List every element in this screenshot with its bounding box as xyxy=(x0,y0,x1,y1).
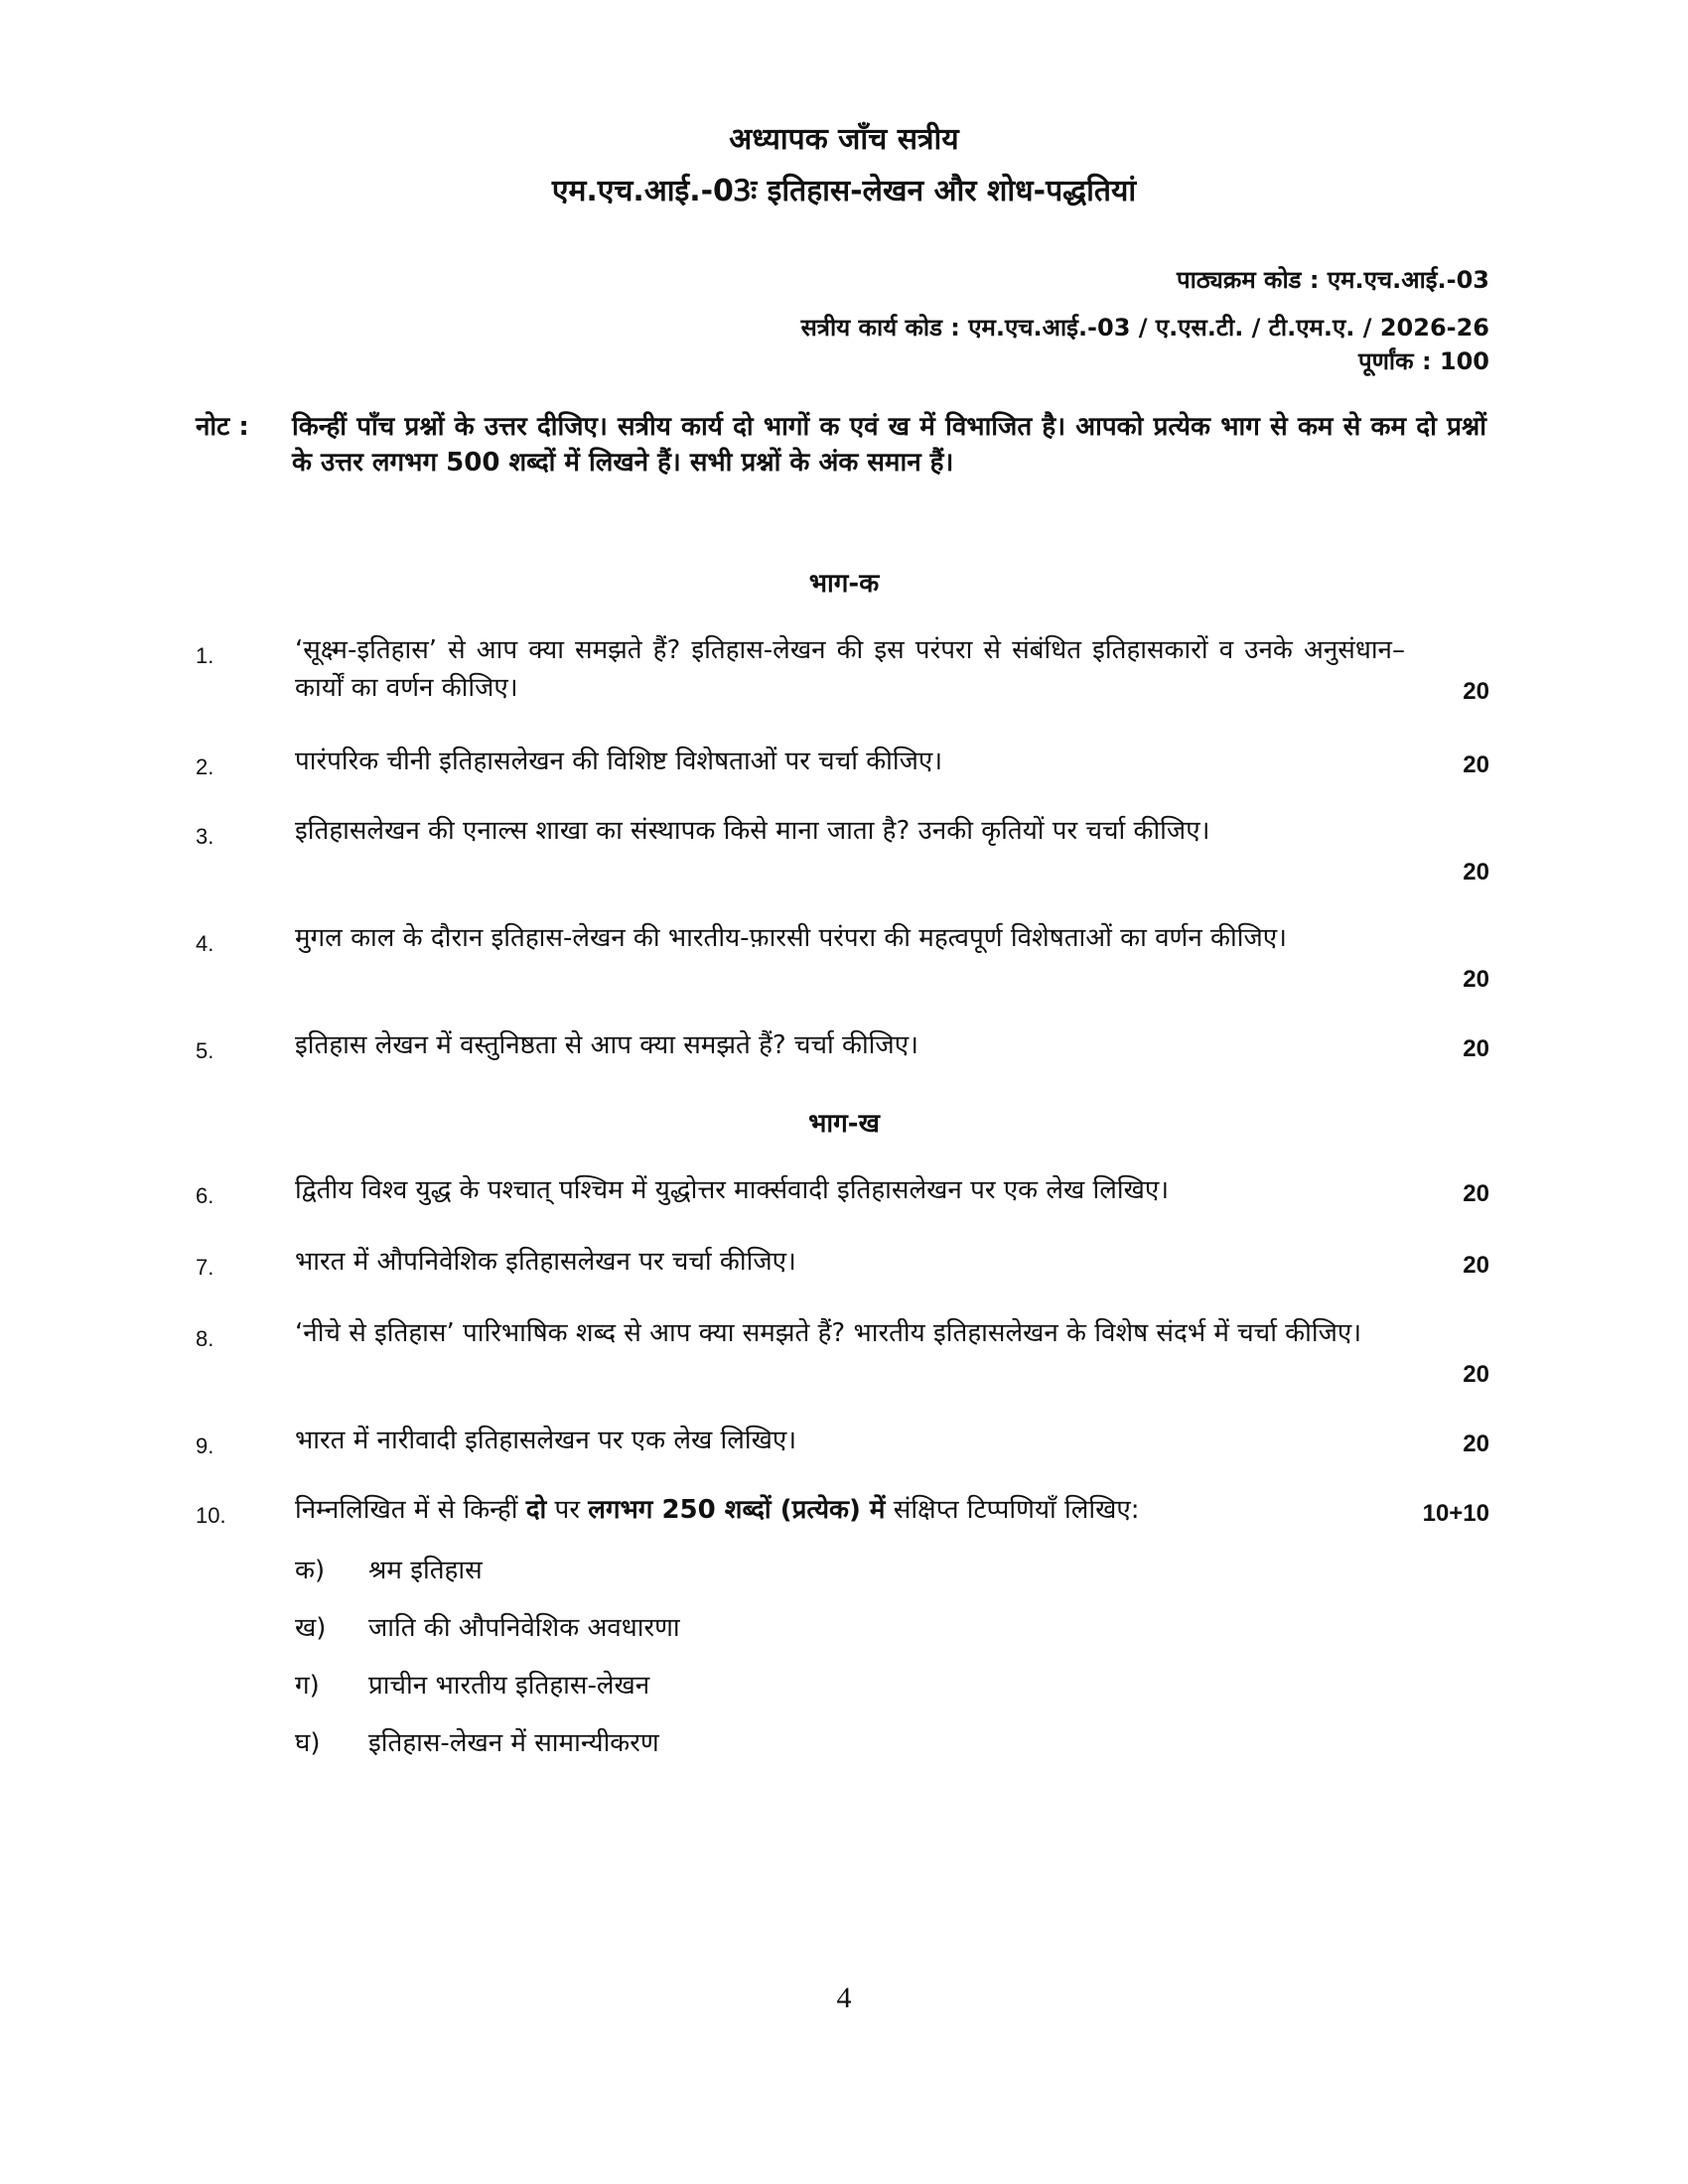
question-number: 10. xyxy=(196,1503,226,1528)
sub-item-label: ख) xyxy=(295,1613,327,1643)
question-marks: 20 xyxy=(1463,966,1489,993)
sub-item-text: प्राचीन भारतीय इतिहास-लेखन xyxy=(368,1671,650,1701)
question-text: मुगल काल के दौरान इतिहास-लेखन की भारतीय-फ़ारसी परंपरा की महत्वपूर्ण विशेषताओं का वर्णन कीजिए। xyxy=(295,923,1287,953)
question-marks: 20 xyxy=(1463,1252,1489,1279)
question-text: भारत में औपनिवेशिक इतिहासलेखन पर चर्चा कीजिए। xyxy=(295,1247,796,1277)
question-number: 3. xyxy=(196,824,214,849)
max-marks: पूर्णांक : 100 xyxy=(1357,347,1489,375)
question-number: 1. xyxy=(196,643,214,668)
question-number: 9. xyxy=(196,1433,214,1458)
sub-item-label: क) xyxy=(295,1556,326,1585)
course-title: एम.एच.आई.-03ः इतिहास-लेखन और शोध-पद्धतियां xyxy=(551,174,1137,208)
question-text: ‘नीचे से इतिहास’ पारिभाषिक शब्द से आप क्या समझते हैं? भारतीय इतिहासलेखन के विशेष संदर्भ में चर्चा कीजिए। xyxy=(295,1318,1362,1348)
course-code: पाठ्यक्रम कोड : एम.एच.आई.-03 xyxy=(1176,266,1489,294)
question-text: भारत में नारीवादी इतिहासलेखन पर एक लेख लिखिए। xyxy=(295,1426,797,1455)
question-text: इतिहासलेखन की एनाल्स शाखा का संस्थापक किसे माना जाता है? उनकी कृतियों पर चर्चा कीजिए। xyxy=(295,816,1210,846)
question-marks: 20 xyxy=(1463,751,1489,778)
sub-item-label: ग) xyxy=(295,1671,320,1701)
question-text: ‘सूक्ष्म-इतिहास’ से आप क्या समझते हैं? इतिहास-लेखन की इस परंपरा से संबंधित इतिहासकारों व उनके अनुसंधान–कार्यों का वर्णन कीजिए। xyxy=(295,635,1405,703)
assignment-code: सत्रीय कार्य कोड : एम.एच.आई.-03 / ए.एस.टी. / टी.एम.ए. / 2026-26 xyxy=(800,314,1489,341)
question-text: पारंपरिक चीनी इतिहासलेखन की विशिष्ट विशेषताओं पर चर्चा कीजिए। xyxy=(295,747,943,776)
section-heading-b: भाग-ख xyxy=(808,1109,880,1139)
question-text xyxy=(295,1491,1387,1529)
question-text: इतिहास लेखन में वस्तुनिष्ठता से आप क्या समझते हैं? चर्चा कीजिए। xyxy=(295,1030,918,1060)
question-marks: 20 xyxy=(1463,678,1489,705)
question-text: द्वितीय विश्व युद्ध के पश्चात् पश्चिम में युद्धोत्तर मार्क्सवादी इतिहासलेखन पर एक लेख लिखिए। xyxy=(295,1175,1170,1205)
question-marks: 20 xyxy=(1463,1035,1489,1062)
question-text-emphasis: लगभग 250 शब्दों (प्रत्येक) में xyxy=(588,1495,886,1525)
question-text-part: निम्नलिखित में से किन्हीं xyxy=(295,1495,526,1525)
page-title: अध्यापक जाँच सत्रीय xyxy=(729,122,959,157)
question-number: 8. xyxy=(196,1326,214,1351)
question-number: 4. xyxy=(196,931,214,956)
question-marks: 10+10 xyxy=(1422,1500,1489,1527)
question-marks: 20 xyxy=(1463,1361,1489,1388)
question-number: 7. xyxy=(196,1255,214,1280)
question-number: 2. xyxy=(196,754,214,779)
question-text-part: संक्षिप्त टिप्पणियाँ लिखिए: xyxy=(885,1495,1140,1525)
sub-item-label: घ) xyxy=(295,1728,321,1758)
question-marks: 20 xyxy=(1463,1180,1489,1207)
sub-item-text: इतिहास-लेखन में सामान्यीकरण xyxy=(368,1728,659,1758)
question-text-part: पर xyxy=(546,1495,589,1525)
sub-item-text: श्रम इतिहास xyxy=(368,1556,483,1585)
note-label: नोट : xyxy=(196,412,249,442)
section-heading-a: भाग-क xyxy=(808,569,880,599)
question-marks: 20 xyxy=(1463,859,1489,886)
page-number: 4 xyxy=(836,1981,852,2014)
question-marks: 20 xyxy=(1463,1431,1489,1457)
note-text: किन्हीं पाँच प्रश्नों के उत्तर दीजिए। सत्रीय कार्य दो भागों क एवं ख में विभाजित है। आपको प्रत्येक भाग से कम से कम दो प्रश्नों के उत्तर लगभग 500 शब्दों में लिखने हैं। सभी प्रश्नों के अंक समान हैं। xyxy=(292,412,1486,478)
question-number: 6. xyxy=(196,1183,214,1208)
question-text-emphasis: दो xyxy=(525,1495,547,1525)
sub-item-text: जाति की औपनिवेशिक अवधारणा xyxy=(368,1613,680,1643)
question-number: 5. xyxy=(196,1038,214,1063)
